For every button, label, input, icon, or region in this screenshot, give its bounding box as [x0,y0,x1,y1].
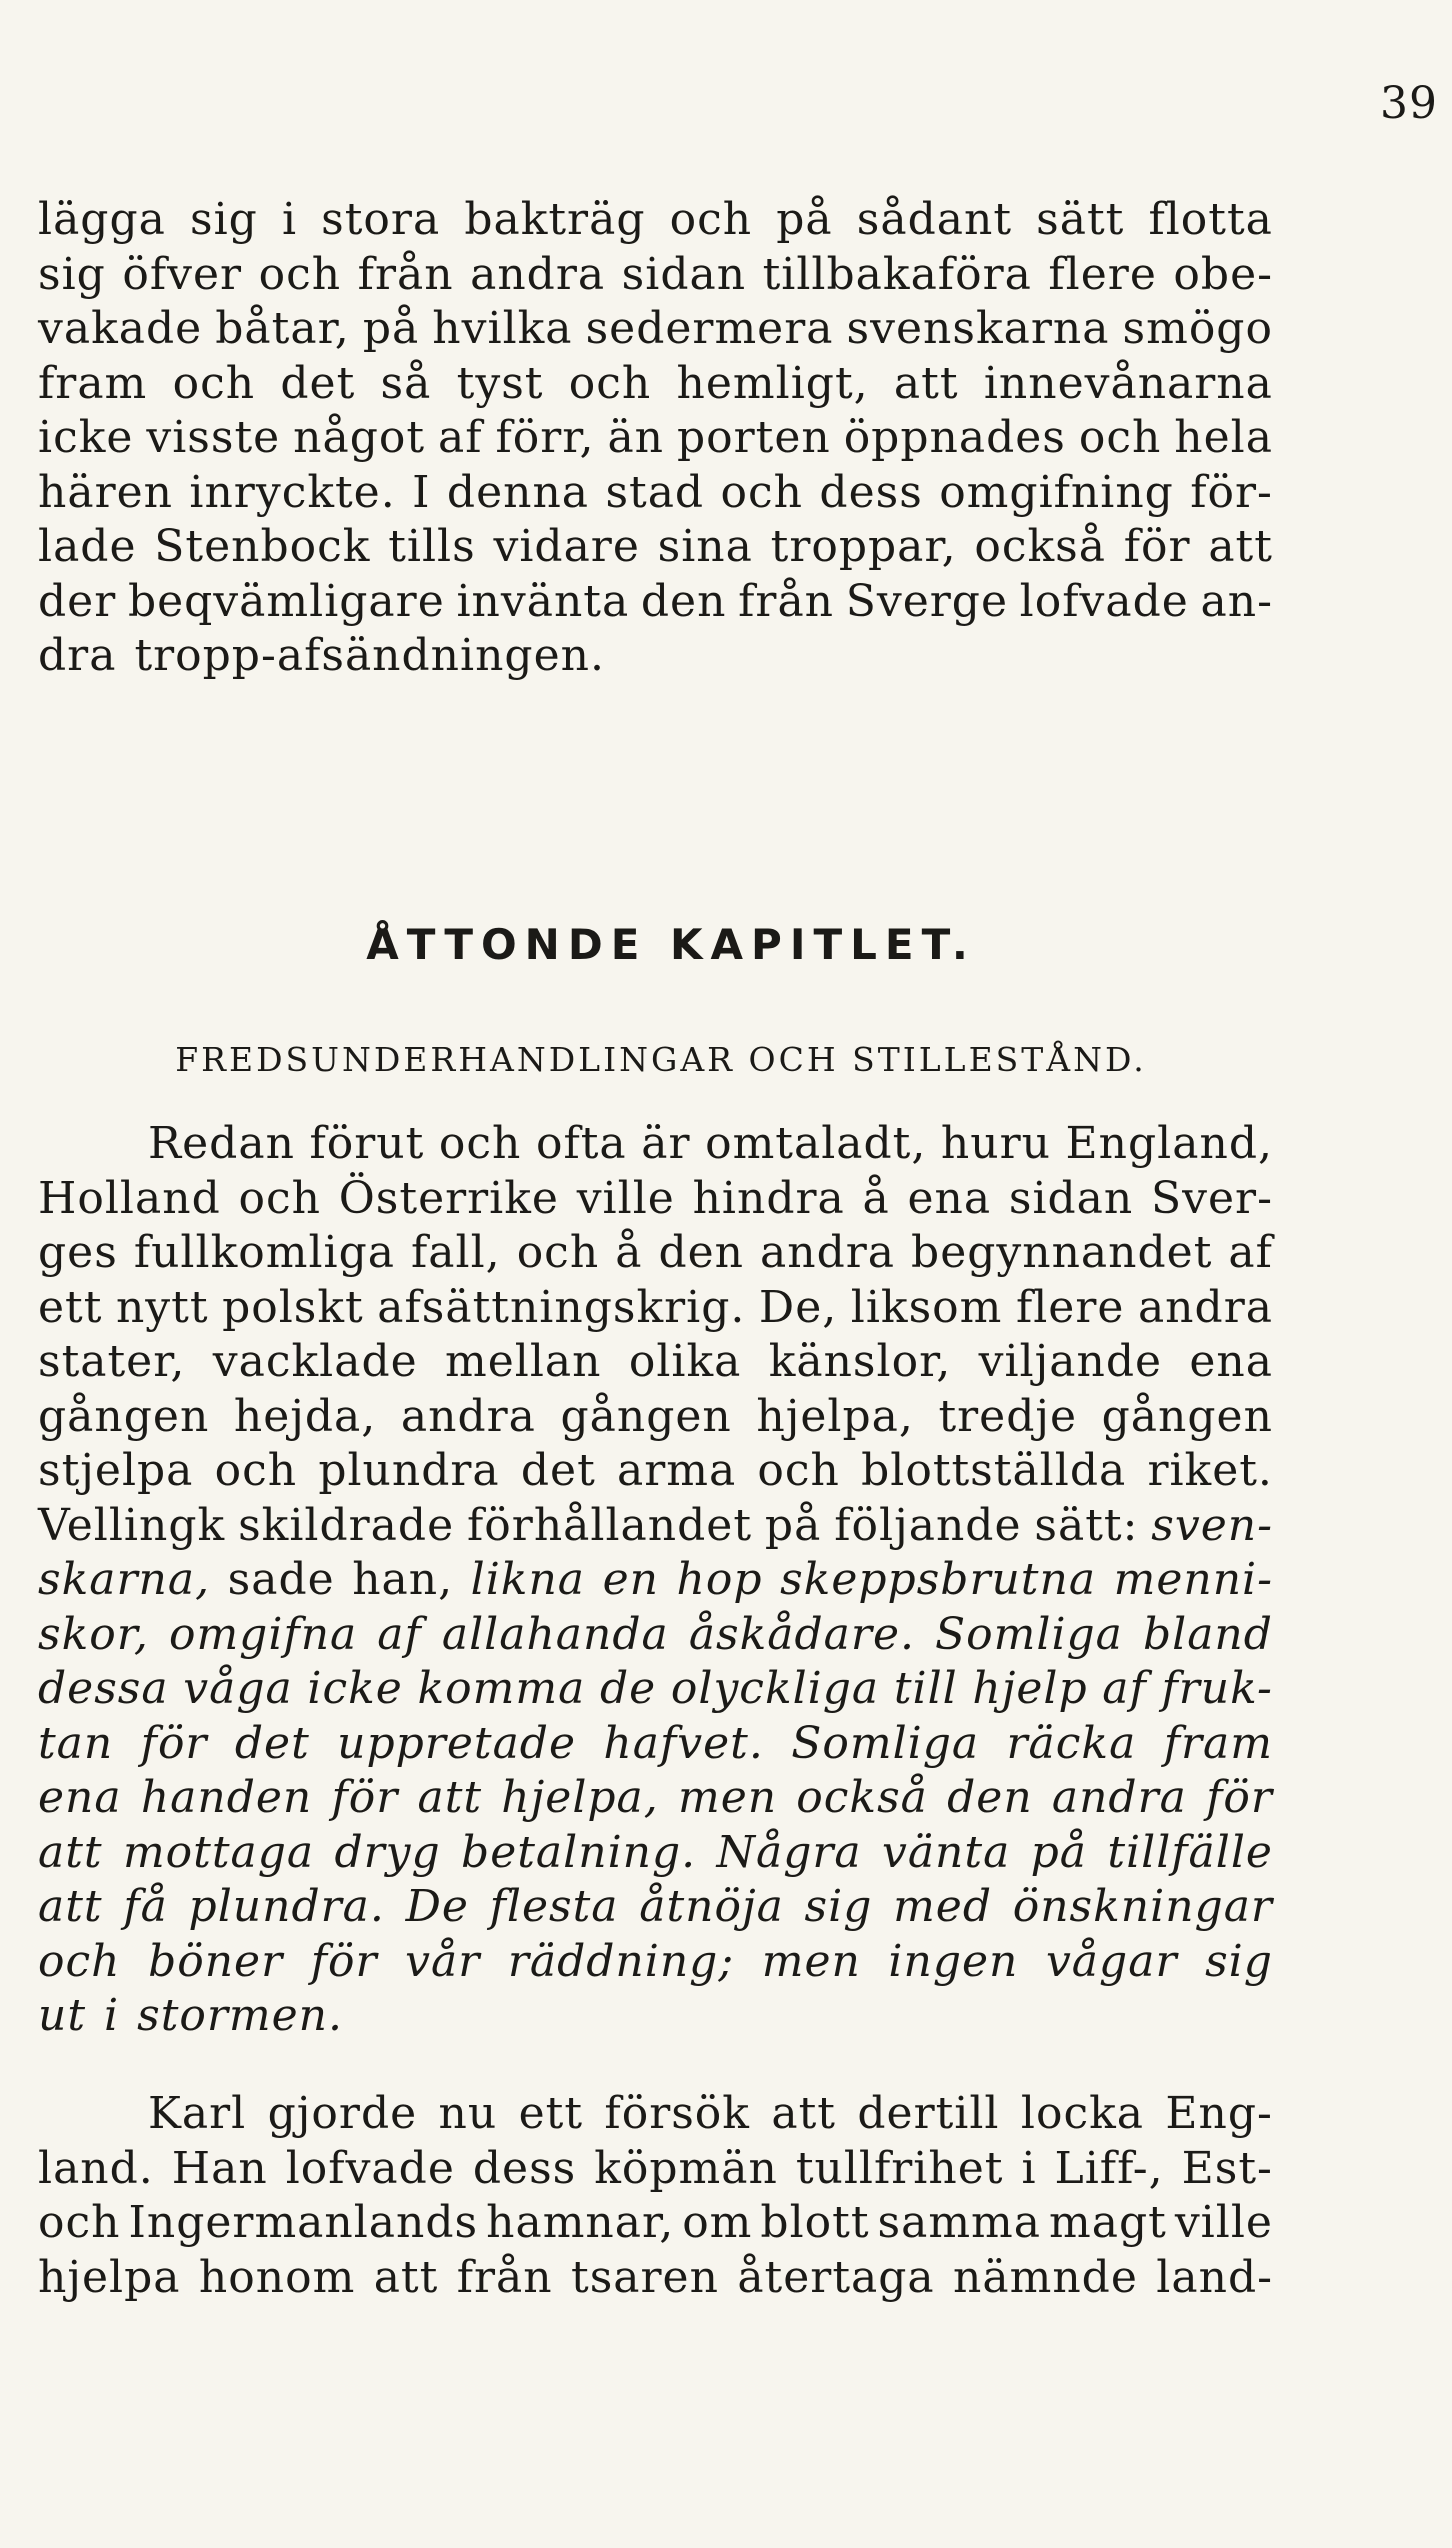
text-line: lade Stenbock tills vidare sina troppar, också för att [38,521,1273,572]
text-line: tan för det uppretade hafvet. Somliga räcka fram [38,1717,1273,1769]
text-line: Vellingk skildrade förhållandet på följande sätt: sven- [38,1499,1273,1551]
text-line: ut i stormen. [38,1990,343,2041]
text-line: dra tropp-afsändningen. [38,630,605,681]
text-line: lägga sig i stora bakträg och på sådant sätt flotta [38,194,1273,245]
text-line: ett nytt polskt afsättningskrig. De, liksom flere andra [38,1281,1273,1333]
text-line: icke visste något af förr, än porten öppnades och hela [38,412,1273,463]
text-line: hären inryckte. I denna stad och dess omgifning för- [38,466,1273,518]
text-line: ges fullkomliga fall, och å den andra begynnandet af [38,1227,1273,1278]
text-line: vakade båtar, på hvilka sedermera svenskarna smögo [38,303,1273,354]
text-line: skarna, sade han, likna en hop skeppsbrutna menni- [38,1554,1273,1605]
text-line: gången hejda, andra gången hjelpa, tredje gången [38,1390,1273,1442]
text-line: att få plundra. De flesta åtnöja sig med önskningar [38,1881,1273,1932]
text-line: stater, vacklade mellan olika känslor, viljande ena [38,1336,1273,1387]
text-line: stjelpa och plundra det arma och blottställda riket. [38,1445,1273,1496]
text-line: ena handen för att hjelpa, men också den andra för [38,1772,1273,1823]
text-line: hjelpa honom att från tsaren återtaga nämnde land- [38,2251,1273,2303]
text-line: sig öfver och från andra sidan tillbakaföra flere obe- [38,248,1273,300]
text-line: Redan förut och ofta är omtaladt, huru England, [148,1118,1273,1169]
text-line: Holland och Österrike ville hindra å ena sidan Sver- [38,1172,1273,1224]
text-line: land. Han lofvade dess köpmän tullfrihet i Liff-, Est- [38,2142,1273,2194]
text-line: och böner för vår räddning; men ingen vågar sig [38,1935,1273,1987]
text-line: der beqvämligare invänta den från Sverge lofvade an- [38,575,1273,627]
text-line: skor, omgifna af allahanda åskådare. Somliga bland [38,1608,1273,1660]
chapter-title: ÅTTONDE KAPITLET. [366,920,976,969]
text-line: fram och det så tyst och hemligt, att innevånarna [38,357,1273,409]
text-line: Karl gjorde nu ett försök att dertill locka Eng- [148,2088,1273,2139]
text-line: dessa våga icke komma de olyckliga till hjelp af fruk- [38,1663,1273,1714]
page-number: 39 [1380,78,1438,129]
text-line: och Ingermanlands hamnar, om blott samma magt ville [38,2197,1273,2248]
chapter-subtitle: FREDSUNDERHANDLINGAR OCH STILLESTÅND. [175,1040,1147,1079]
text-line: att mottaga dryg betalning. Några vänta på tillfälle [38,1826,1273,1878]
